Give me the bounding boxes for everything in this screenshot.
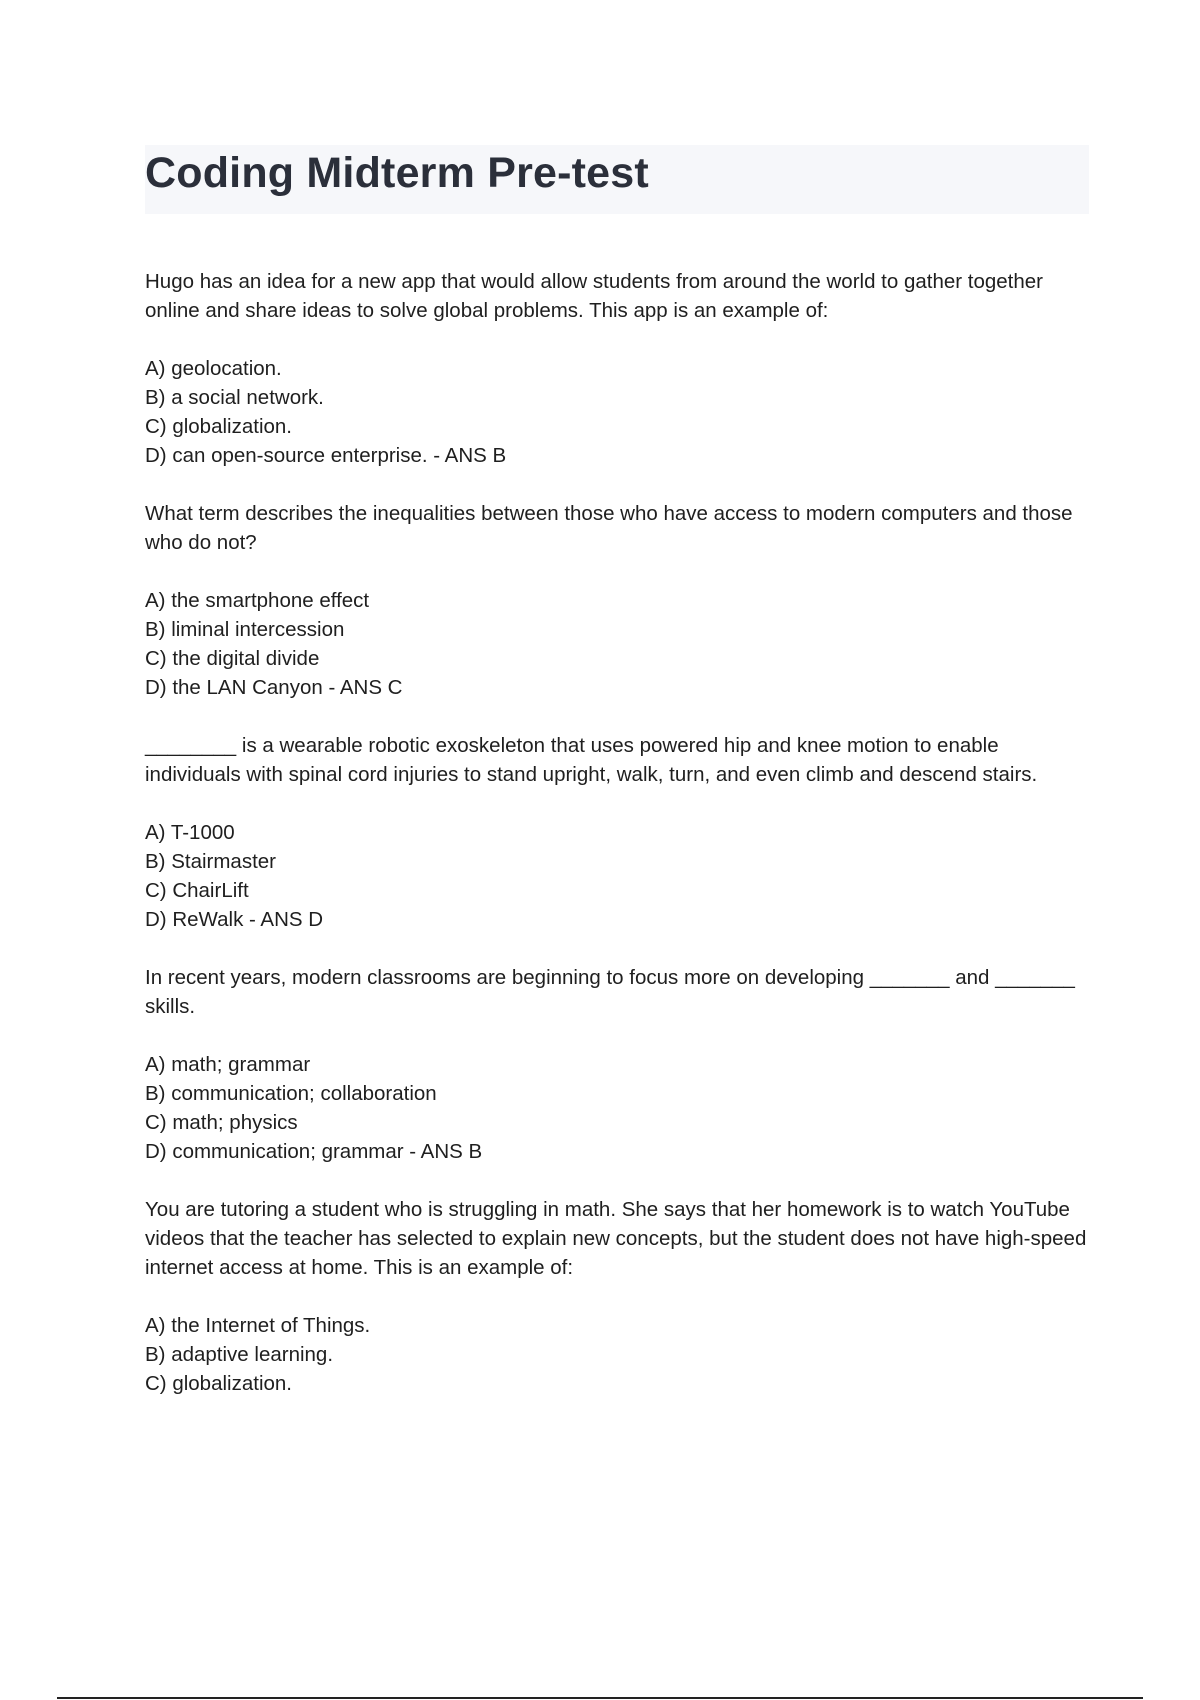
answer-options (145, 1311, 1095, 1398)
answer-option: B) Stairmaster (145, 850, 276, 873)
question-text: In recent years, modern classrooms are beginning to focus more on developing _______ and _______ skills. (145, 966, 1075, 1018)
answer-option: B) communication; collaboration (145, 1082, 437, 1105)
question-4 (145, 963, 1095, 1166)
question-1 (145, 267, 1095, 470)
answer-option: A) geolocation. (145, 357, 282, 380)
answer-option: B) a social network. (145, 386, 324, 409)
question-text: ________ is a wearable robotic exoskeleton that uses powered hip and knee motion to enable individuals with spinal cord injuries to stand upright, walk, turn, and even climb and descend stairs. (145, 734, 1038, 786)
answer-options (145, 1050, 1095, 1166)
answer-option: D) the LAN Canyon - ANS C (145, 676, 403, 699)
answer-option: B) adaptive learning. (145, 1343, 334, 1366)
answer-option: B) liminal intercession (145, 618, 345, 641)
answer-option: C) globalization. (145, 415, 292, 438)
page-footer-rule (57, 1697, 1143, 1699)
question-2 (145, 499, 1095, 702)
answer-options (145, 586, 1095, 702)
question-5 (145, 1195, 1095, 1398)
answer-options (145, 818, 1095, 934)
answer-option: C) math; physics (145, 1111, 298, 1134)
answer-option: A) math; grammar (145, 1053, 311, 1076)
question-text: You are tutoring a student who is struggling in math. She says that her homework is to watch YouTube videos that the teacher has selected to explain new concepts, but the student does not have high-speed internet access at home. This is an example of: (145, 1198, 1087, 1279)
question-3 (145, 731, 1095, 934)
answer-options (145, 354, 1095, 470)
answer-option: D) can open-source enterprise. - ANS B (145, 444, 507, 467)
answer-option: A) the Internet of Things. (145, 1314, 371, 1337)
answer-option: C) ChairLift (145, 879, 249, 902)
answer-option: C) globalization. (145, 1372, 292, 1395)
answer-option: D) communication; grammar - ANS B (145, 1140, 483, 1163)
question-list (145, 267, 1095, 1427)
answer-option: D) ReWalk - ANS D (145, 908, 324, 931)
question-text: What term describes the inequalities between those who have access to modern computers and those who do not? (145, 502, 1073, 554)
answer-option: A) T-1000 (145, 821, 235, 844)
page-title: Coding Midterm Pre-test (145, 149, 649, 197)
question-text: Hugo has an idea for a new app that would allow students from around the world to gather together online and share ideas to solve global problems. This app is an example of: (145, 270, 1044, 322)
answer-option: A) the smartphone effect (145, 589, 370, 612)
answer-option: C) the digital divide (145, 647, 320, 670)
